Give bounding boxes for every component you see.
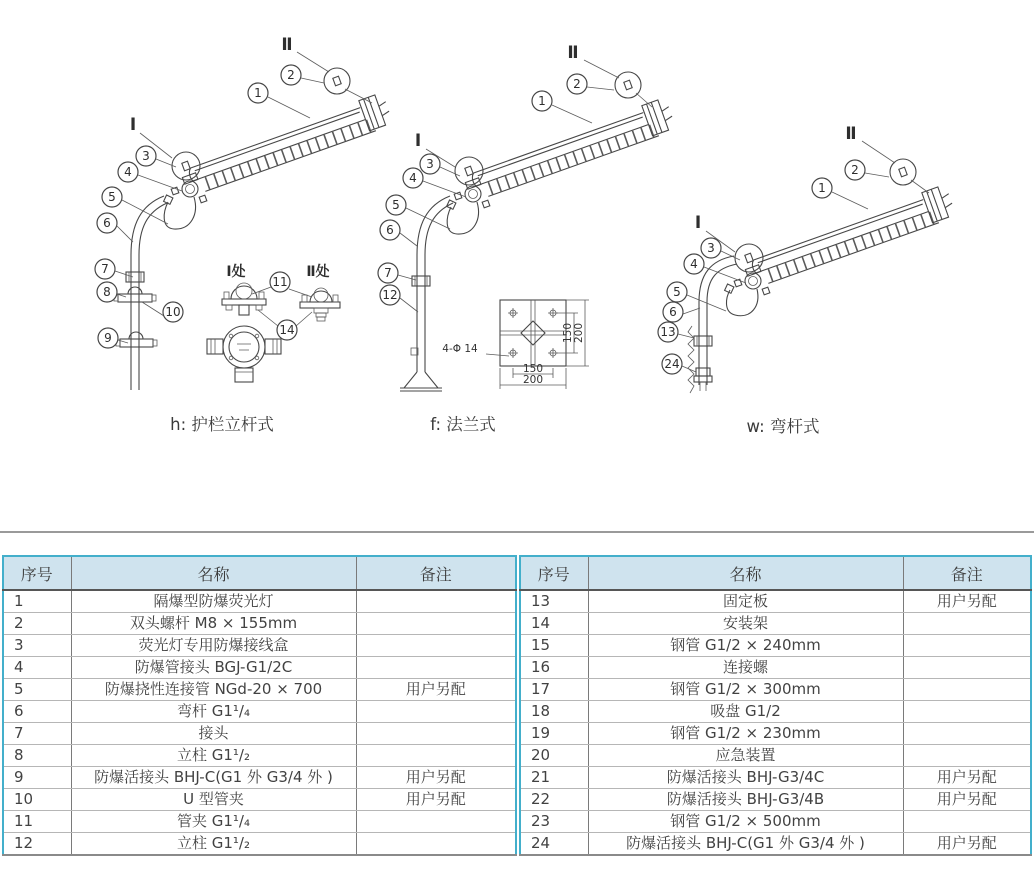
cell-no: 7	[3, 723, 71, 745]
svg-text:2: 2	[573, 77, 581, 91]
cell-name: 立柱 G1¹/₂	[71, 745, 356, 767]
svg-text:3: 3	[707, 241, 715, 255]
callout-balloon	[95, 259, 133, 279]
svg-text:3: 3	[142, 149, 150, 163]
svg-text:200: 200	[522, 374, 544, 386]
table-row	[520, 590, 1031, 613]
figure-h-caption: h: 护栏立杆式	[170, 415, 274, 434]
callout-balloon	[567, 74, 614, 94]
cell-note	[903, 811, 1031, 833]
pipe	[699, 302, 707, 385]
svg-text:1: 1	[254, 86, 262, 100]
cell-no: 21	[520, 767, 588, 789]
svg-text:14: 14	[279, 323, 295, 337]
cell-name: 吸盘 G1/2	[588, 701, 903, 723]
table-row	[3, 811, 516, 833]
cell-no: 14	[520, 613, 588, 635]
svg-text:2: 2	[287, 68, 295, 82]
cell-name: 防爆活接头 BHJ-C(G1 外 G3/4 外 )	[71, 767, 356, 789]
svg-text:4: 4	[124, 165, 132, 179]
callout-balloon	[281, 65, 324, 85]
table-row	[520, 789, 1031, 811]
table-row	[3, 767, 516, 789]
callout-balloon	[663, 302, 700, 322]
flange-hole-label: 4-Φ 14	[442, 343, 478, 355]
cell-note	[903, 657, 1031, 679]
cell-note: 用户另配	[903, 590, 1031, 613]
table-row	[3, 701, 516, 723]
cell-note	[356, 833, 516, 856]
cell-note	[356, 811, 516, 833]
svg-text:150: 150	[522, 363, 544, 375]
svg-text:3: 3	[426, 157, 434, 171]
parts-tables	[2, 555, 1032, 856]
svg-text:5: 5	[392, 198, 400, 212]
table-header-row	[3, 556, 516, 590]
table-row	[520, 833, 1031, 856]
svg-text:8: 8	[103, 285, 111, 299]
cell-name: 应急装置	[588, 745, 903, 767]
table-row	[3, 679, 516, 701]
table-row	[520, 613, 1031, 635]
cell-no: 6	[3, 701, 71, 723]
cell-name: 防爆挠性连接管 NGd-20 × 700	[71, 679, 356, 701]
callout-balloon	[98, 328, 128, 348]
callout-balloon	[380, 285, 418, 312]
callout-balloon	[845, 160, 889, 180]
cell-no: 16	[520, 657, 588, 679]
cell-note	[356, 590, 516, 613]
cell-note: 用户另配	[903, 789, 1031, 811]
svg-text:Ⅱ: Ⅱ	[567, 43, 579, 63]
cell-name: 固定板	[588, 590, 903, 613]
cell-no: 17	[520, 679, 588, 701]
cell-no: 12	[3, 833, 71, 856]
cell-note	[356, 635, 516, 657]
table-row	[3, 613, 516, 635]
cell-no: 23	[520, 811, 588, 833]
callout-balloon	[252, 272, 312, 297]
cell-no: 20	[520, 745, 588, 767]
svg-text:Ⅱ: Ⅱ	[281, 35, 293, 55]
svg-text:Ⅰ: Ⅰ	[129, 115, 137, 135]
table-row	[3, 635, 516, 657]
svg-text:12: 12	[382, 288, 398, 302]
callout-balloon	[258, 310, 312, 340]
svg-text:7: 7	[101, 262, 109, 276]
callout-balloon	[142, 302, 183, 322]
svg-text:Ⅰ处: Ⅰ处	[226, 264, 246, 280]
cell-note	[356, 613, 516, 635]
cell-name: 钢管 G1/2 × 300mm	[588, 679, 903, 701]
cell-note	[903, 613, 1031, 635]
cell-name: 安装架	[588, 613, 903, 635]
cell-no: 22	[520, 789, 588, 811]
detail-view-II	[300, 263, 340, 321]
table-row	[520, 679, 1031, 701]
svg-text:11: 11	[272, 275, 288, 289]
cell-name: 接头	[71, 723, 356, 745]
svg-text:Ⅱ: Ⅱ	[845, 124, 857, 144]
svg-text:4: 4	[690, 257, 698, 271]
svg-text:200: 200	[573, 322, 585, 344]
cell-no: 11	[3, 811, 71, 833]
svg-text:Ⅰ: Ⅰ	[414, 131, 422, 151]
section-marker-II	[845, 124, 895, 163]
cell-note	[356, 657, 516, 679]
flex-conduit	[447, 202, 478, 234]
cell-name: 防爆活接头 BHJ-G3/4C	[588, 767, 903, 789]
figure-w	[658, 124, 957, 436]
header-no: 序号	[520, 556, 588, 590]
cell-name: 荧光灯专用防爆接线盒	[71, 635, 356, 657]
cell-name: 连接螺	[588, 657, 903, 679]
table-row	[520, 811, 1031, 833]
flange-foot	[400, 372, 442, 391]
cell-note	[356, 701, 516, 723]
callout-balloon	[97, 213, 133, 242]
table-row	[520, 723, 1031, 745]
table-row	[520, 745, 1031, 767]
callout-balloon	[380, 220, 417, 246]
svg-text:1: 1	[818, 181, 826, 195]
figure-h	[95, 35, 394, 434]
rail-clamp	[120, 339, 153, 347]
cell-no: 4	[3, 657, 71, 679]
cell-note	[903, 635, 1031, 657]
table-row	[3, 789, 516, 811]
header-name: 名称	[588, 556, 903, 590]
cell-note: 用户另配	[903, 833, 1031, 856]
section-marker-II	[567, 43, 619, 78]
rail-clamp	[118, 294, 152, 302]
cell-no: 18	[520, 701, 588, 723]
header-no: 序号	[3, 556, 71, 590]
header-note: 备注	[903, 556, 1031, 590]
cell-no: 2	[3, 613, 71, 635]
cell-note	[903, 723, 1031, 745]
table-row	[520, 767, 1031, 789]
cell-note	[356, 723, 516, 745]
table-row	[3, 590, 516, 613]
cell-no: 13	[520, 590, 588, 613]
svg-text:2: 2	[851, 163, 859, 177]
callout-balloon	[97, 282, 126, 302]
table-row	[3, 745, 516, 767]
cell-no: 24	[520, 833, 588, 856]
table-row	[3, 657, 516, 679]
cell-name: 隔爆型防爆荧光灯	[71, 590, 356, 613]
cell-no: 5	[3, 679, 71, 701]
cell-note	[356, 745, 516, 767]
flange-plate-detail	[442, 300, 589, 389]
cell-no: 3	[3, 635, 71, 657]
cell-no: 9	[3, 767, 71, 789]
svg-text:1: 1	[538, 94, 546, 108]
wall-hatching	[688, 326, 694, 393]
cell-no: 8	[3, 745, 71, 767]
flex-conduit	[164, 197, 195, 229]
svg-text:7: 7	[384, 266, 392, 280]
table-row	[520, 635, 1031, 657]
svg-text:24: 24	[664, 357, 680, 371]
svg-text:6: 6	[103, 216, 111, 230]
cell-note: 用户另配	[356, 679, 516, 701]
figure-f	[378, 43, 680, 434]
parts-table-left	[2, 555, 517, 856]
svg-text:Ⅱ处: Ⅱ处	[306, 264, 330, 280]
cell-name: 防爆活接头 BHJ-C(G1 外 G3/4 外 )	[588, 833, 903, 856]
cell-name: 双头螺杆 M8 × 155mm	[71, 613, 356, 635]
callout-balloon	[658, 322, 694, 342]
section-divider	[0, 531, 1034, 533]
svg-text:6: 6	[386, 223, 394, 237]
svg-text:Ⅰ: Ⅰ	[694, 213, 702, 233]
cell-note: 用户另配	[356, 789, 516, 811]
svg-text:13: 13	[660, 325, 676, 339]
cell-name: 钢管 G1/2 × 500mm	[588, 811, 903, 833]
cell-no: 10	[3, 789, 71, 811]
cell-name: 立柱 G1¹/₂	[71, 833, 356, 856]
cell-name: 钢管 G1/2 × 230mm	[588, 723, 903, 745]
svg-text:5: 5	[108, 190, 116, 204]
pole	[131, 255, 139, 390]
cell-name: 防爆管接头 BGJ-G1/2C	[71, 657, 356, 679]
callout-balloon	[812, 178, 868, 209]
header-note: 备注	[356, 556, 516, 590]
table-header-row	[520, 556, 1031, 590]
section-circle-II	[324, 68, 350, 94]
callout-balloon	[248, 83, 310, 118]
svg-text:4: 4	[409, 171, 417, 185]
cell-name: 弯杆 G1¹/₄	[71, 701, 356, 723]
bent-arm	[131, 196, 164, 255]
cell-name: 钢管 G1/2 × 240mm	[588, 635, 903, 657]
cell-note	[903, 679, 1031, 701]
cell-no: 15	[520, 635, 588, 657]
callout-balloon	[378, 263, 416, 283]
cell-note	[903, 701, 1031, 723]
cell-no: 19	[520, 723, 588, 745]
parts-table-right	[519, 555, 1032, 856]
cell-note: 用户另配	[356, 767, 516, 789]
header-name: 名称	[71, 556, 356, 590]
svg-text:10: 10	[165, 305, 181, 319]
table-row	[520, 701, 1031, 723]
cell-note: 用户另配	[903, 767, 1031, 789]
cell-note	[903, 745, 1031, 767]
cell-name: 防爆活接头 BHJ-G3/4B	[588, 789, 903, 811]
bent-arm	[417, 196, 450, 255]
cell-no: 1	[3, 590, 71, 613]
cell-name: U 型管夹	[71, 789, 356, 811]
callout-balloon	[532, 91, 592, 123]
table-row	[520, 657, 1031, 679]
table-row	[3, 833, 516, 856]
svg-text:6: 6	[669, 305, 677, 319]
table-row	[3, 723, 516, 745]
cell-name: 管夹 G1¹/₄	[71, 811, 356, 833]
figure-w-caption: w: 弯杆式	[746, 417, 820, 436]
svg-text:5: 5	[673, 285, 681, 299]
figure-f-caption: f: 法兰式	[430, 415, 496, 434]
svg-text:150: 150	[562, 322, 574, 344]
svg-text:9: 9	[104, 331, 112, 345]
